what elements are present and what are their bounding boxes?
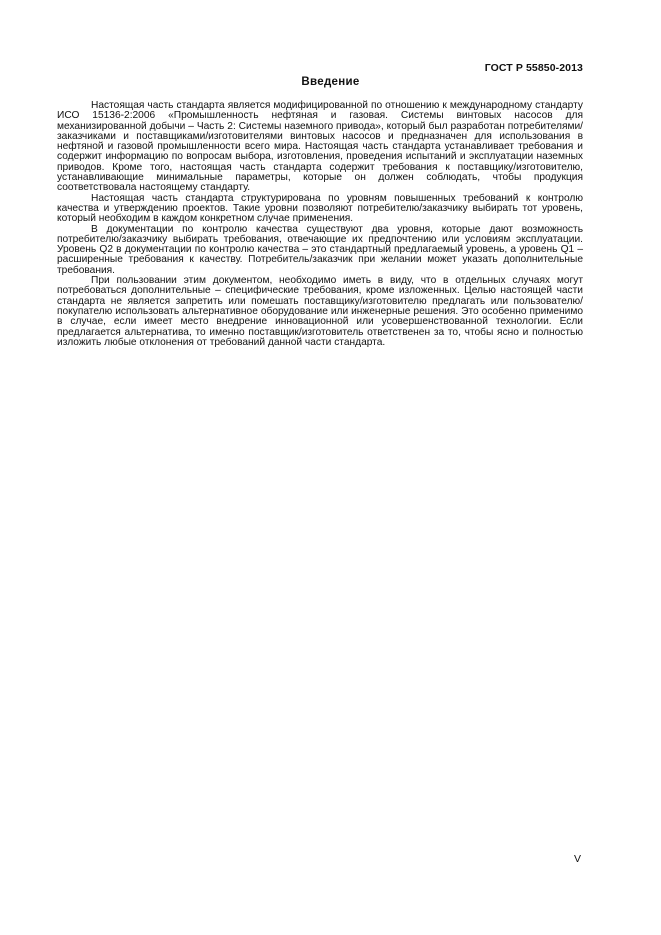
document-code: ГОСТ Р 55850-2013 <box>484 62 583 74</box>
section-title: Введение <box>301 76 360 88</box>
paragraph-1: Настоящая часть стандарта является модифицированной по отношению к международному стандарту ИСО 15136-2:2006 «Промышленность нефтяная и газовая. Системы винтовых насосов для механизированной добычи – Часть 2: Системы наземного привода», который был разработан потребителями/заказчиками и поставщиками/изготовителями винтовых насосов и предназначен для использования в нефтяной и газовой промышленности всего мира. Настоящая часть стандарта устанавливает требования и содержит информацию по вопросам выбора, изготовления, проведения испытаний и эксплуатации наземных приводов. Кроме того, настоящая часть стандарта содержит требования к поставщику/изготовителю, устанавливающие минимальные параметры, которые он должен соблюдать, чтобы продукция соответствовала настоящему стандарту. <box>57 100 583 194</box>
paragraph-2: Настоящая часть стандарта структурирована по уровням повышенных требований к контролю качества и утверждению проектов. Такие уровни позволяют потребителю/заказчику выбирать тот уровень, который необходим в каждом конкретном случае применения. <box>57 192 583 225</box>
body-text <box>57 101 583 348</box>
page-number: V <box>574 853 582 865</box>
paragraph-3: В документации по контролю качества существуют два уровня, которые дают возможность потребителю/заказчику выбирать требования, отвечающие их предпочтению или условиям эксплуатации. Уровень Q2 в документации по контролю качества – это стандартный предлагаемый уровень, а уровень Q1 – расширенные требования к качеству. Потребитель/заказчик при желании может указать дополнительные требования. <box>57 223 583 276</box>
paragraph-4: При пользовании этим документом, необходимо иметь в виду, что в отдельных случаях могут потребоваться дополнительные – специфические требования, кроме изложенных. Целью настоящей части стандарта не является запретить или помешать поставщику/изготовителю предлагать или пользователю/покупателю использовать альтернативное оборудование или инженерные решения. Это особенно применимо в случае, если имеет место внедрение инновационной или усовершенствованной технологии. Если предлагается альтернатива, то именно поставщик/изготовитель ответственен за то, чтобы ясно и полностью изложить любые отклонения от требований данной части стандарта. <box>57 275 583 348</box>
